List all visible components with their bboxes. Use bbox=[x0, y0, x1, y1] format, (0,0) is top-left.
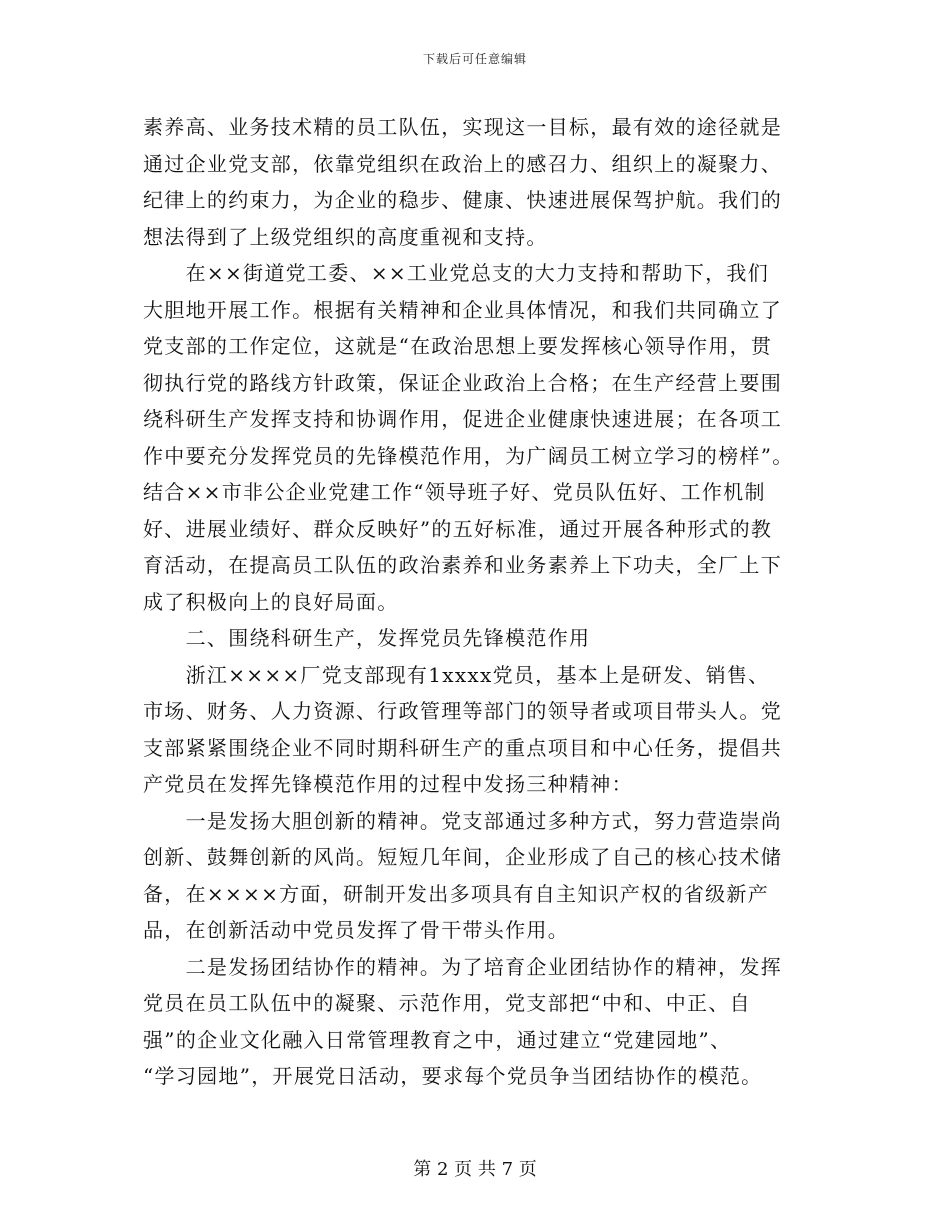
text-line: 强”的企业文化融入日常管理教育之中，通过建立“党建园地”、 bbox=[143, 1027, 732, 1052]
text-line: 二是发扬团结协作的精神。为了培育企业团结协作的精神，发挥 bbox=[143, 954, 782, 979]
page-header: 下载后可任意编辑 bbox=[422, 52, 527, 66]
text-line: 作中要充分发挥党员的先锋模范作用，为广阔员工树立学习的榜样”。 bbox=[143, 443, 794, 468]
text-line: 彻执行党的路线方针政策，保证企业政治上合格；在生产经营上要围 bbox=[143, 370, 782, 395]
text-line: 产党员在发挥先锋模范作用的过程中发扬三种精神： bbox=[143, 772, 633, 796]
text-line: 一是发扬大胆创新的精神。党支部通过多种方式，努力营造崇尚 bbox=[143, 808, 782, 833]
text-line: 好、进展业绩好、群众反映好”的五好标准，通过开展各种形式的教 bbox=[143, 516, 773, 541]
text-line: 支部紧紧围绕企业不同时期科研生产的重点项目和中心任务，提倡共 bbox=[143, 735, 782, 760]
text-line: 成了积极向上的良好局面。 bbox=[143, 589, 399, 614]
text-line: 二、围绕科研生产，发挥党员先锋模范作用 bbox=[143, 626, 591, 650]
text-line: 想法得到了上级党组织的高度重视和支持。 bbox=[143, 224, 548, 249]
text-line: 绕科研生产发挥支持和协调作用，促进企业健康快速进展；在各项工 bbox=[143, 407, 782, 431]
text-line: “学习园地”，开展党日活动，要求每个党员争当团结协作的模范。 bbox=[143, 1064, 763, 1088]
text-line: 市场、财务、人力资源、行政管理等部门的领导者或项目带头人。党 bbox=[143, 699, 782, 723]
text-line: 通过企业党支部，依靠党组织在政治上的感召力、组织上的凝聚力、 bbox=[143, 151, 782, 176]
text-line: 素养高、业务技术精的员工队伍，实现这一目标，最有效的途径就是 bbox=[143, 115, 782, 139]
page-footer: 第 2 页 共 7 页 bbox=[413, 1159, 537, 1180]
text-line: 育活动，在提高员工队伍的政治素养和业务素养上下功夫，全厂上下 bbox=[143, 553, 782, 577]
text-line: 党员在员工队伍中的凝聚、示范作用，党支部把“中和、中正、自 bbox=[143, 991, 751, 1015]
text-line: 浙江××××厂党支部现有1xxxx党员，基本上是研发、销售、 bbox=[143, 662, 770, 687]
text-line: 在××街道党工委、××工业党总支的大力支持和帮助下，我们 bbox=[143, 261, 770, 285]
text-line: 党支部的工作定位，这就是“在政治思想上要发挥核心领导作用，贯 bbox=[143, 334, 773, 358]
text-line: 品，在创新活动中党员发挥了骨干带头作用。 bbox=[143, 918, 569, 942]
text-line: 纪律上的约束力，为企业的稳步、健康、快速进展保驾护航。我们的 bbox=[143, 188, 782, 212]
text-line: 备，在××××方面，研制开发出多项具有自主知识产权的省级新产 bbox=[143, 881, 770, 906]
text-line: 结合××市非公企业党建工作“领导班子好、党员队伍好、工作机制 bbox=[143, 480, 766, 504]
text-line: 创新、鼓舞创新的风尚。短短几年间，企业形成了自己的核心技术储 bbox=[143, 845, 782, 869]
text-line: 大胆地开展工作。根据有关精神和企业具体情况，和我们共同确立了 bbox=[143, 297, 782, 322]
